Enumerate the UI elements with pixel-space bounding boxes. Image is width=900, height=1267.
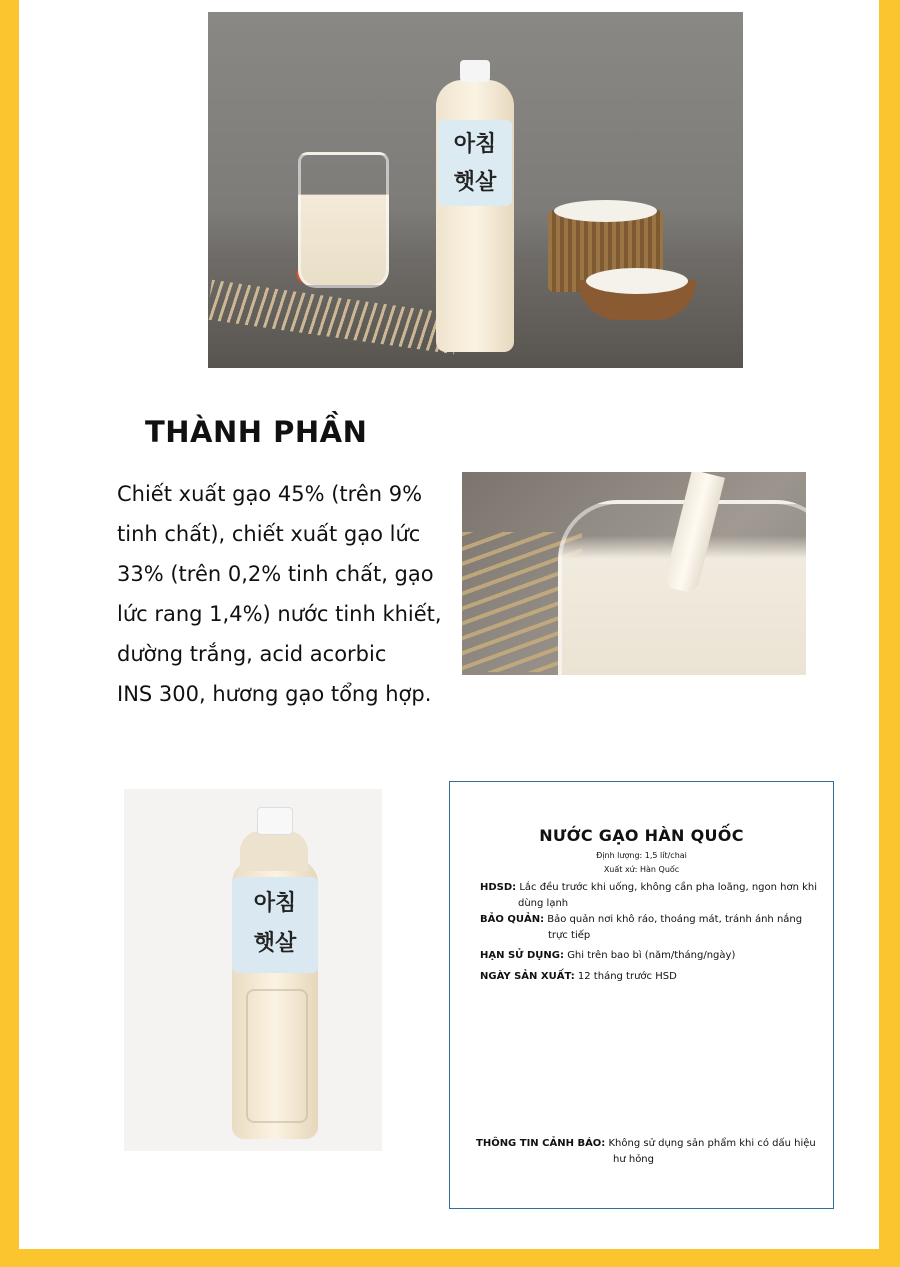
product-photo [124,789,382,1151]
product-label-line1: 아침 [253,891,297,916]
expiry-label: HẠN SỬ DỤNG: [480,950,564,961]
ingredients-text [117,474,462,714]
ingredients-line: lức rang 1,4%) nước tinh khiết, [117,602,442,626]
hero-photo [208,12,743,368]
section-title: THÀNH PHẦN [145,415,368,449]
hdsd-line1: Lắc đều trước khi uống, không cần pha loãng, ngon hơn khi [519,882,818,893]
product-label-line2: 햇살 [253,931,297,956]
info-expiry [480,948,835,964]
info-title: NƯỚC GẠO HÀN QUỐC [539,826,744,845]
mfg-label: NGÀY SẢN XUẤT: [480,971,575,982]
ingredients-line: dường trắng, acid acorbic [117,642,387,666]
info-box [449,781,834,1209]
storage-line1: Bảo quản nơi khô ráo, thoáng mát, tránh ánh nắng [547,914,803,925]
warning-line1: Không sử dụng sản phẩm khi có dấu hiệu [608,1138,816,1149]
ingredients-line: INS 300, hương gạo tổng hợp. [117,682,432,706]
bottle-ribs [246,989,308,1123]
info-storage [480,912,835,944]
pouring-photo [462,472,806,675]
mfg-value: 12 tháng trước HSD [577,971,677,982]
bottle-label-line1: 아침 [453,132,497,157]
info-origin: Xuất xứ: Hàn Quốc [603,865,680,874]
bottle-label-line2: 햇살 [453,170,497,195]
info-quantity: Định lượng: 1,5 lít/chai [596,851,687,860]
info-warning [476,1136,831,1168]
bottle-neck [240,831,308,871]
hdsd-label: HDSD: [480,882,517,893]
bottle-cap [257,807,293,835]
storage-label: BẢO QUẢN: [480,914,545,925]
info-mfg [480,969,835,985]
milk-jar [298,152,389,288]
bottle-label [232,877,318,973]
ingredients-line: 33% (trên 0,2% tinh chất, gạo [117,562,434,586]
expiry-value: Ghi trên bao bì (năm/tháng/ngày) [567,950,736,961]
ingredients-line: Chiết xuất gạo 45% (trên 9% [117,482,423,506]
bottle-label [438,120,512,206]
ingredients-line: tinh chất), chiết xuất gạo lức [117,522,421,546]
bottle-cap [460,60,490,82]
storage-line2: trực tiếp [548,930,591,941]
info-hdsd [480,880,835,912]
hdsd-line2: dùng lạnh [518,898,569,909]
hero-bottle [436,60,514,352]
warning-label: THÔNG TIN CẢNH BÁO: [476,1138,606,1149]
warning-line2: hư hỏng [613,1154,654,1165]
